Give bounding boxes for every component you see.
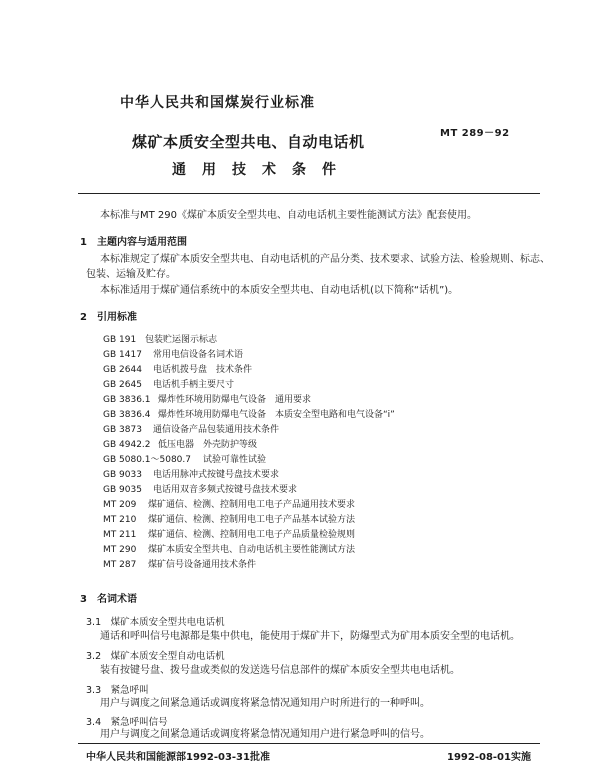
approval-info: 中华人民共和国能源部1992-03-31批准: [86, 752, 270, 763]
reference-code: MT 210: [103, 515, 137, 525]
reference-title: 煤矿通信、检测、控制用电工电子产品基本试验方法: [148, 515, 356, 525]
reference-title: 煤矿本质安全型共电、自动电话机主要性能测试方法: [148, 545, 356, 555]
issuing-authority-title: 中华人民共和国煤炭行业标准: [120, 95, 315, 111]
document-title-line2: 通用技术条件: [172, 162, 352, 178]
reference-title: 爆炸性环境用防爆电气设备 通用要求: [158, 395, 312, 405]
reference-code: MT 290: [103, 545, 137, 555]
term-3-4-definition: 用户与调度之间紧急通话或调度将紧急情况通知用户进行紧急呼叫的信号。: [100, 729, 430, 740]
section-1-paragraph-1: 本标准规定了煤矿本质安全型共电、自动电话机的产品分类、技术要求、试验方法、检验规则、标志、: [100, 254, 550, 265]
intro-paragraph: 本标准与MT 290《煤矿本质安全型共电、自动电话机主要性能测试方法》配套使用。: [100, 210, 478, 221]
reference-code: GB 4942.2: [103, 440, 151, 450]
reference-title: 通信设备产品包装通用技术条件: [153, 425, 280, 435]
reference-code: GB 5080.1～5080.7: [103, 455, 191, 465]
reference-title: 电话用双音多频式按键号盘技术要求: [153, 485, 298, 495]
reference-code: GB 2644: [103, 365, 142, 375]
reference-code: GB 3873: [103, 425, 142, 435]
section-1-heading: 1 主题内容与适用范围: [80, 237, 187, 248]
term-3-3-definition: 用户与调度之间紧急通话或调度将紧急情况通知用户时所进行的一种呼叫。: [100, 698, 430, 709]
reference-title: 煤矿通信、检测、控制用电工电子产品质量检验规则: [148, 530, 356, 540]
reference-code: GB 9035: [103, 485, 142, 495]
term-3-4-heading: 3.4 紧急呼叫信号: [86, 717, 168, 728]
section-3-heading: 3 名词术语: [80, 594, 137, 605]
reference-title: 包装贮运图示标志: [145, 335, 218, 345]
reference-title: 电话用脉冲式按键号盘技术要求: [153, 470, 280, 480]
section-1-paragraph-1-cont: 包装、运输及贮存。: [86, 269, 176, 280]
section-1-paragraph-2: 本标准适用于煤矿通信系统中的本质安全型共电、自动电话机(以下简称“话机”)。: [100, 285, 459, 296]
reference-code: GB 3836.1: [103, 395, 151, 405]
term-3-1-definition: 通话和呼叫信号电源都是集中供电，能使用于煤矿井下，防爆型式为矿用本质安全型的电话机。: [100, 631, 520, 642]
reference-code: GB 1417: [103, 350, 142, 360]
reference-code: MT 211: [103, 530, 137, 540]
reference-code: GB 2645: [103, 380, 142, 390]
reference-title: 煤矿信号设备通用技术条件: [148, 560, 257, 570]
term-3-2-heading: 3.2 煤矿本质安全型自动电话机: [86, 651, 225, 662]
reference-code: MT 209: [103, 500, 137, 510]
reference-code: MT 287: [103, 560, 137, 570]
reference-title: 煤矿通信、检测、控制用电工电子产品通用技术要求: [148, 500, 356, 510]
section-2-heading: 2 引用标准: [80, 312, 137, 323]
header-divider: [78, 193, 540, 194]
term-3-1-heading: 3.1 煤矿本质安全型共电电话机: [86, 617, 225, 628]
footer-divider: [78, 743, 540, 744]
reference-title: 电话机手柄主要尺寸: [153, 380, 235, 390]
reference-code: GB 191: [103, 335, 137, 345]
reference-title: 爆炸性环境用防爆电气设备 本质安全型电路和电气设备“i”: [158, 410, 395, 420]
document-title-line1: 煤矿本质安全型共电、自动电话机: [132, 133, 365, 151]
term-3-2-definition: 装有按键号盘、拨号盘或类似的发送选号信息部件的煤矿本质安全型共电电话机。: [100, 665, 460, 676]
standard-code: MT 289－92: [440, 128, 510, 139]
reference-title: 电话机拨号盘 技术条件: [153, 365, 253, 375]
reference-title: 常用电信设备名词术语: [153, 350, 244, 360]
reference-title: 低压电器 外壳防护等级: [158, 440, 258, 450]
term-3-3-heading: 3.3 紧急呼叫: [86, 685, 149, 696]
reference-code: GB 3836.4: [103, 410, 151, 420]
reference-title: 试验可靠性试验: [203, 455, 267, 465]
reference-code: GB 9033: [103, 470, 142, 480]
effective-date: 1992-08-01实施: [447, 752, 531, 763]
